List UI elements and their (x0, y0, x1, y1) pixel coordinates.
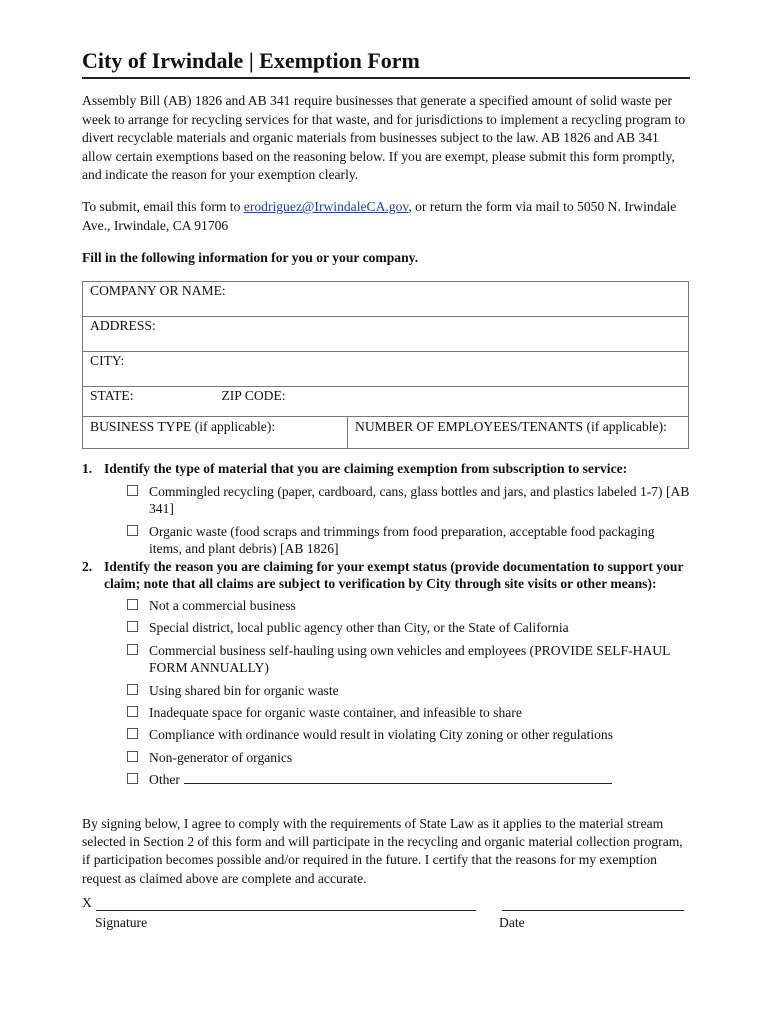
business-type-field[interactable] (83, 417, 348, 449)
address-field[interactable] (83, 317, 689, 352)
checkbox[interactable] (127, 525, 138, 536)
employees-field[interactable] (348, 417, 689, 449)
reason-option-shared-bin[interactable] (82, 682, 690, 699)
question-1-number: 1. (82, 461, 93, 476)
company-info-table (82, 281, 689, 449)
option-label: Organic waste (food scraps and trimmings from food preparation, acceptable food packaging items, and plant debris) [AB 1826] (149, 523, 655, 557)
address-label: ADDRESS: (90, 318, 156, 333)
option-label: Commingled recycling (paper, cardboard, cans, glass bottles and jars, and plastics labeled 1-7) [AB 341] (149, 484, 690, 517)
business-type-label: BUSINESS TYPE (if applicable): (90, 419, 276, 434)
checkbox[interactable] (127, 485, 138, 496)
option-label: Non-generator of organics (149, 749, 293, 765)
fill-instruction: Fill in the following information for you or your company. (82, 250, 419, 265)
checkbox[interactable] (127, 728, 138, 739)
question-1 (82, 460, 690, 558)
question-2 (82, 558, 690, 789)
option-label: Commercial business self-hauling using own vehicles and employees (PROVIDE SELF-HAUL FORM ANNUALLY) (149, 642, 670, 676)
intro-paragraph: Assembly Bill (AB) 1826 and AB 341 require businesses that generate a specified amount of solid waste per week to arrange for recycling services for that waste, and for jurisdictions to implement a recycling program to divert recyclable materials and organic materials from businesses subject to the law. AB 1826 and AB 341 allow certain exemptions based on the reasoning below. If you are exempt, please submit this form promptly, and indicate the reason for your exemption clearly. (82, 93, 686, 183)
date-label: Date (499, 915, 525, 930)
agreement-paragraph: By signing below, I agree to comply with the requirements of State Law as it applies to the material stream selected in Section 2 of this form and will participate in the recycling and organic material collection program, if participation becomes possible and/or required in the future. I certify that the reasons for my exemption request as claimed above are complete and accurate. (82, 816, 683, 886)
option-label: Compliance with ordinance would result in violating City zoning or other regulations (149, 727, 613, 743)
city-label: CITY: (90, 353, 125, 368)
question-2-heading (82, 558, 690, 592)
option-label: Inadequate space for organic waste container, and infeasible to share (149, 705, 522, 721)
company-name-label: COMPANY OR NAME: (90, 283, 226, 298)
checkbox[interactable] (127, 751, 138, 762)
reason-option-zoning[interactable] (82, 726, 690, 743)
question-1-text: Identify the type of material that you are claiming exemption from subscription to service: (104, 461, 628, 476)
material-option-organic[interactable] (82, 523, 690, 558)
city-field[interactable] (83, 352, 689, 387)
checkbox[interactable] (127, 599, 138, 610)
company-name-field[interactable] (83, 282, 689, 317)
signature-label: Signature (95, 915, 148, 930)
zip-label: ZIP CODE: (221, 388, 286, 403)
reason-option-not-commercial[interactable] (82, 597, 690, 614)
other-input-line[interactable] (184, 771, 612, 784)
submit-instructions (82, 198, 690, 235)
reason-option-self-hauling[interactable] (82, 642, 690, 677)
submit-text-after: , or return the form via mail to 5050 N. Irwindale Ave., Irwindale, CA 91706 (82, 199, 677, 233)
option-label: Not a commercial business (149, 598, 296, 613)
signature-line[interactable] (96, 910, 476, 911)
signature-x-mark: X (82, 895, 92, 910)
reason-option-inadequate-space[interactable] (82, 704, 690, 721)
checkbox[interactable] (127, 773, 138, 784)
state-label: STATE: (90, 388, 134, 403)
other-label: Other (149, 772, 180, 788)
checkbox[interactable] (127, 621, 138, 632)
email-link[interactable]: erodriguez@IrwindaleCA.gov (243, 199, 409, 214)
material-option-commingled[interactable] (82, 483, 690, 518)
employees-label: NUMBER OF EMPLOYEES/TENANTS (if applicable): (355, 419, 667, 434)
checkbox[interactable] (127, 644, 138, 655)
option-label: Using shared bin for organic waste (149, 682, 339, 698)
question-2-number: 2. (82, 559, 93, 574)
date-line[interactable] (502, 910, 684, 911)
reason-option-special-district[interactable] (82, 619, 690, 636)
checkbox[interactable] (127, 684, 138, 695)
page-title: City of Irwindale | Exemption Form (82, 47, 690, 79)
reason-option-other[interactable] (82, 771, 690, 788)
checkbox[interactable] (127, 706, 138, 717)
reason-option-non-generator[interactable] (82, 749, 690, 766)
question-1-heading (82, 460, 690, 477)
option-label: Special district, local public agency other than City, or the State of California (149, 620, 569, 636)
question-2-text: Identify the reason you are claiming for your exempt status (provide documentation to support your claim; note that all claims are subject to verification by City through site visits or other means): (104, 559, 684, 591)
state-zip-field[interactable] (83, 387, 689, 417)
submit-text-before: To submit, email this form to (82, 199, 244, 214)
